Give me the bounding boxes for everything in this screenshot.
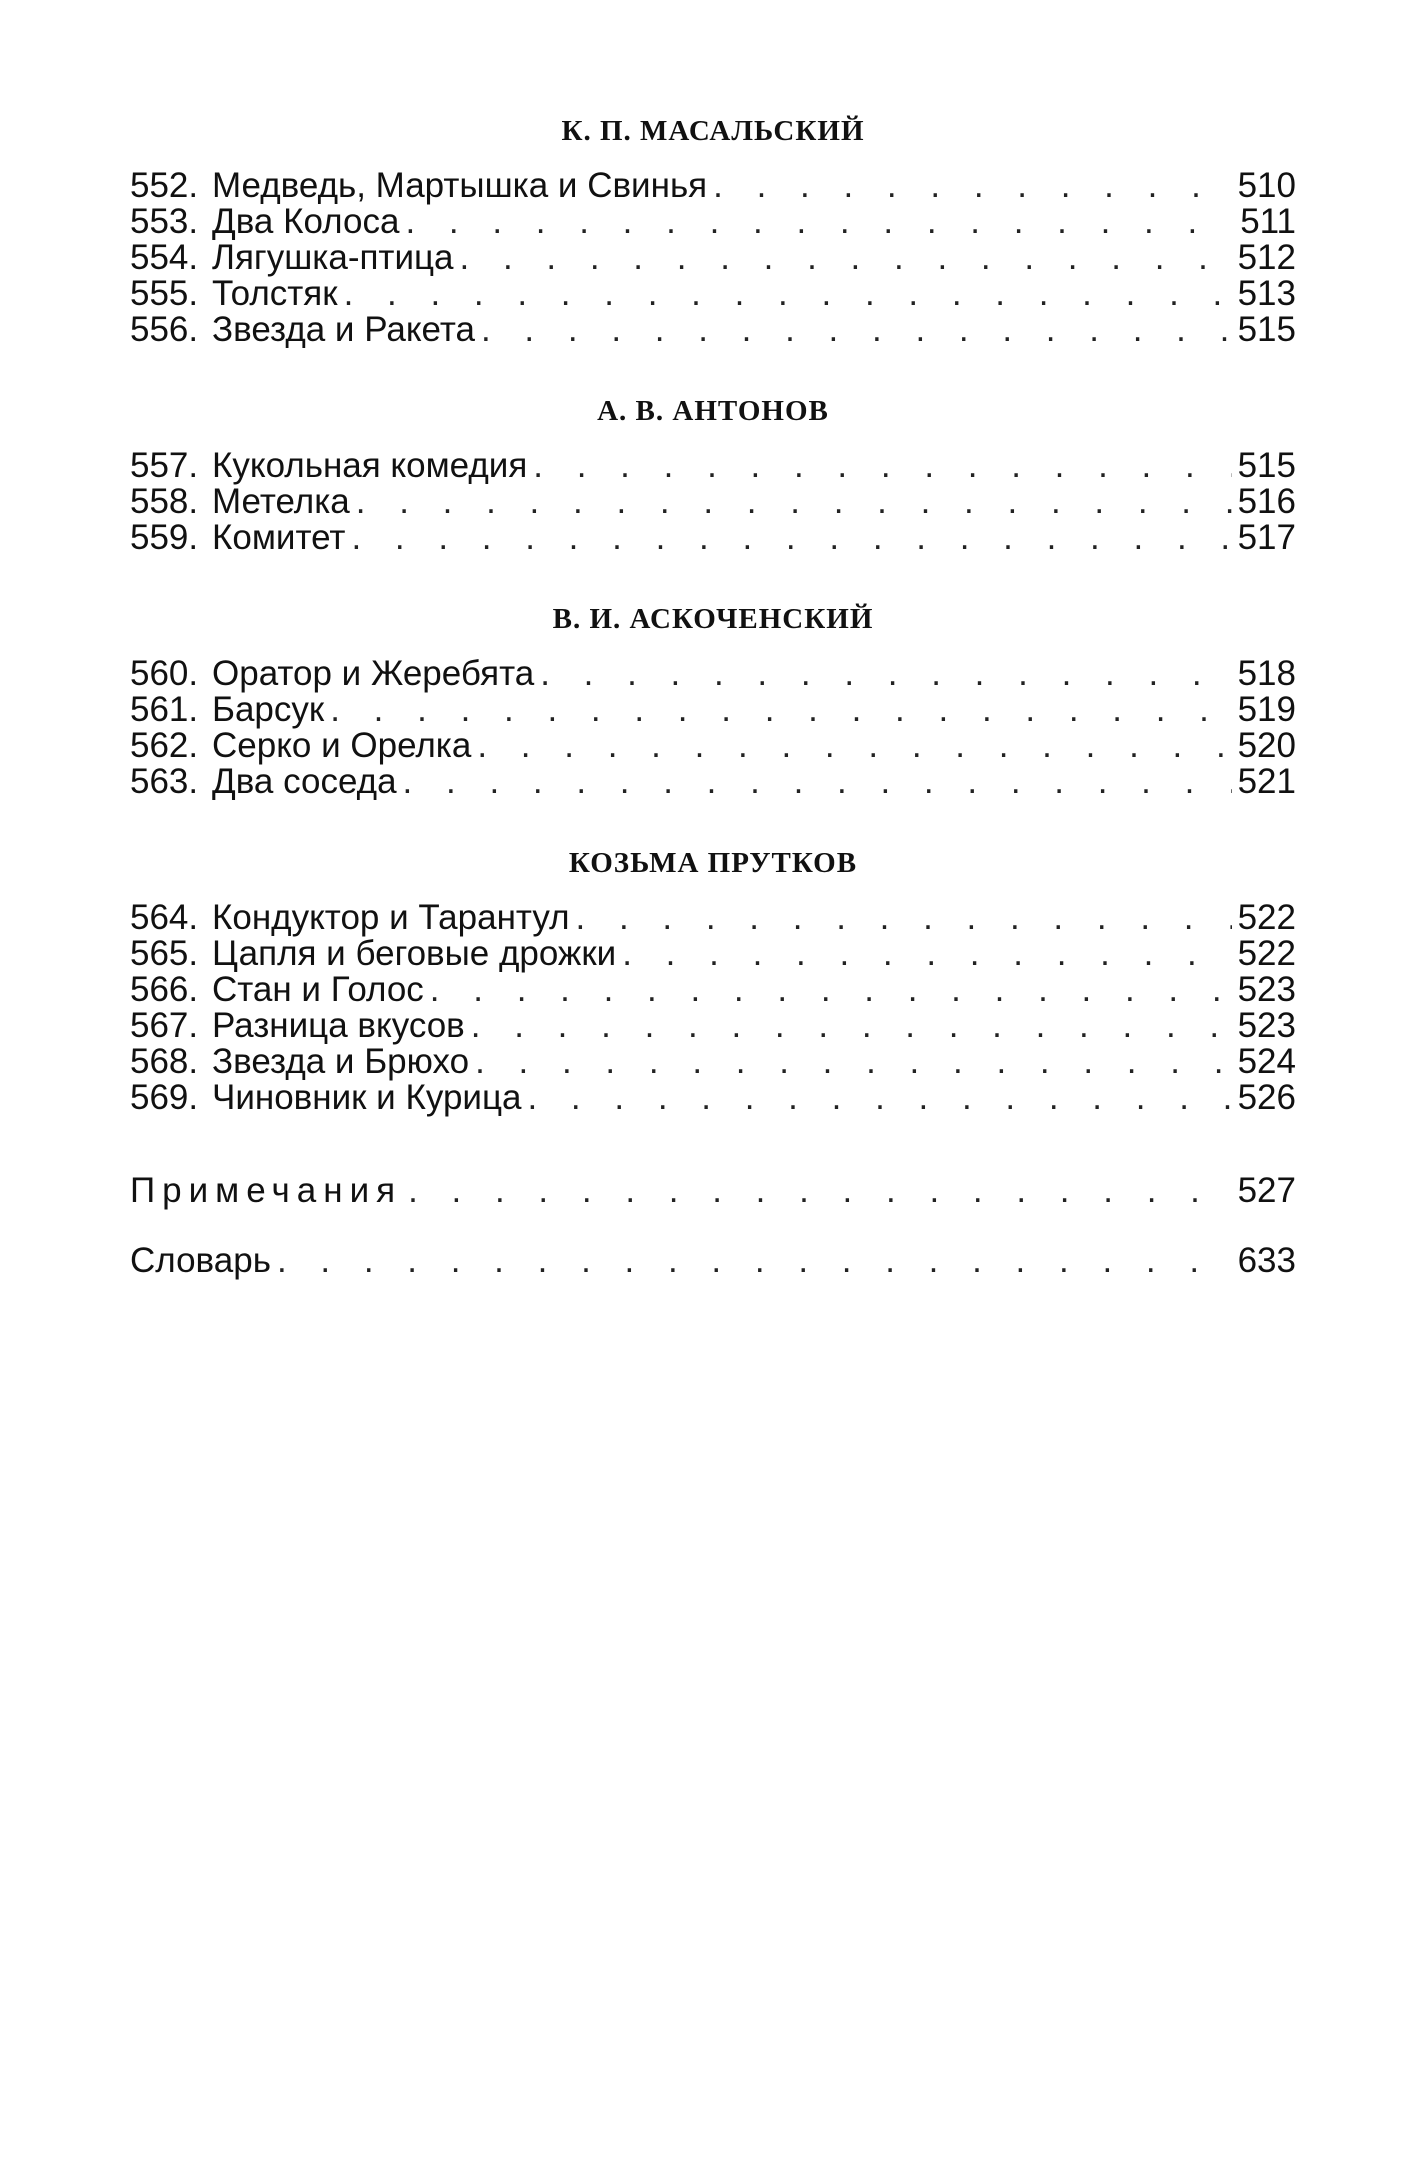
toc-entry-notes[interactable]	[130, 1156, 1296, 1226]
entry-page: 522	[1237, 898, 1296, 937]
entry-page: 523	[1237, 970, 1296, 1009]
entry-number: 568.	[130, 1042, 199, 1081]
entry-title: Кондуктор и Тарантул	[212, 898, 570, 937]
entry-title: Разница вкусов	[212, 1006, 465, 1045]
entry-title: Примечания	[130, 1171, 403, 1210]
entry-number: 558.	[130, 482, 199, 521]
entry-page: 512	[1237, 238, 1296, 277]
entry-number: 562.	[130, 726, 199, 765]
back-matter-list	[130, 1156, 1296, 1296]
entry-page: 633	[1237, 1241, 1296, 1280]
entry-title: Словарь	[130, 1241, 271, 1280]
toc-entry[interactable]	[130, 520, 1296, 556]
entry-title: Медведь, Мартышка и Свинья	[212, 166, 708, 205]
entry-number: 563.	[130, 762, 199, 801]
toc-entry[interactable]	[130, 764, 1296, 800]
section-author-heading: А. В. АНТОНОВ	[597, 395, 829, 427]
dot-leader	[344, 276, 1232, 312]
dot-leader	[477, 728, 1231, 764]
entry-number: 560.	[130, 654, 199, 693]
table-of-contents	[130, 108, 1296, 1296]
dot-leader	[405, 204, 1234, 240]
entry-page: 515	[1237, 310, 1296, 349]
toc-entry[interactable]	[130, 484, 1296, 520]
dot-leader	[533, 448, 1231, 484]
entry-page: 513	[1237, 274, 1296, 313]
entry-list	[130, 168, 1296, 348]
toc-section	[130, 388, 1296, 556]
entry-page: 515	[1237, 446, 1296, 485]
entry-page: 520	[1237, 726, 1296, 765]
dot-leader	[527, 1080, 1231, 1116]
toc-section	[130, 840, 1296, 1116]
entry-number: 554.	[130, 238, 199, 277]
entry-title: Звезда и Брюхо	[212, 1042, 470, 1081]
dot-leader	[356, 484, 1232, 520]
entry-number: 555.	[130, 274, 199, 313]
dot-leader	[430, 972, 1232, 1008]
entry-number: 552.	[130, 166, 199, 205]
toc-entry[interactable]	[130, 728, 1296, 764]
toc-entry[interactable]	[130, 168, 1296, 204]
entry-title: Два соседа	[212, 762, 397, 801]
entry-number: 566.	[130, 970, 199, 1009]
entry-page: 524	[1237, 1042, 1296, 1081]
toc-section	[130, 596, 1296, 800]
entry-title: Кукольная комедия	[212, 446, 528, 485]
entry-list	[130, 656, 1296, 800]
entry-page: 527	[1237, 1171, 1296, 1210]
dot-leader	[471, 1008, 1232, 1044]
entry-page: 516	[1237, 482, 1296, 521]
entry-page: 519	[1237, 690, 1296, 729]
entry-title: Два Колоса	[212, 202, 400, 241]
entry-page: 526	[1237, 1078, 1296, 1117]
entry-number: 559.	[130, 518, 199, 557]
toc-section	[130, 108, 1296, 348]
dot-leader	[408, 1156, 1232, 1226]
entry-page: 521	[1237, 762, 1296, 801]
entry-title: Метелка	[212, 482, 350, 521]
toc-entry[interactable]	[130, 936, 1296, 972]
dot-leader	[277, 1226, 1232, 1296]
entry-title: Стан и Голос	[212, 970, 424, 1009]
entry-number: 565.	[130, 934, 199, 973]
entry-number: 556.	[130, 310, 199, 349]
toc-entry[interactable]	[130, 448, 1296, 484]
entry-title: Цапля и беговые дрожки	[212, 934, 617, 973]
entry-title: Толстяк	[212, 274, 338, 313]
entry-title: Звезда и Ракета	[212, 310, 475, 349]
toc-entry[interactable]	[130, 276, 1296, 312]
entry-list	[130, 900, 1296, 1116]
entry-page: 510	[1237, 166, 1296, 205]
entry-page: 517	[1237, 518, 1296, 557]
entry-number: 557.	[130, 446, 199, 485]
dot-leader	[540, 656, 1231, 692]
toc-entry[interactable]	[130, 1080, 1296, 1116]
toc-entry[interactable]	[130, 900, 1296, 936]
toc-entry[interactable]	[130, 312, 1296, 348]
entry-page: 511	[1240, 202, 1296, 241]
toc-entry[interactable]	[130, 972, 1296, 1008]
dot-leader	[576, 900, 1232, 936]
entry-number: 569.	[130, 1078, 199, 1117]
dot-leader	[351, 520, 1231, 556]
dot-leader	[713, 168, 1231, 204]
toc-entry[interactable]	[130, 656, 1296, 692]
dot-leader	[460, 240, 1232, 276]
entry-title: Комитет	[212, 518, 346, 557]
dot-leader	[403, 764, 1232, 800]
entry-page: 523	[1237, 1006, 1296, 1045]
toc-entry-dictionary[interactable]	[130, 1226, 1296, 1296]
entry-title: Барсук	[212, 690, 325, 729]
entry-title: Лягушка-птица	[212, 238, 454, 277]
entry-number: 567.	[130, 1006, 199, 1045]
entry-number: 553.	[130, 202, 199, 241]
toc-entry[interactable]	[130, 692, 1296, 728]
dot-leader	[622, 936, 1231, 972]
section-author-heading: В. И. АСКОЧЕНСКИЙ	[552, 603, 874, 635]
dot-leader	[475, 1044, 1232, 1080]
entry-title: Серко и Орелка	[212, 726, 472, 765]
toc-entry[interactable]	[130, 240, 1296, 276]
dot-leader	[481, 312, 1232, 348]
toc-entry[interactable]	[130, 1044, 1296, 1080]
entry-title: Чиновник и Курица	[212, 1078, 522, 1117]
toc-entry[interactable]	[130, 1008, 1296, 1044]
entry-number: 561.	[130, 690, 199, 729]
entry-list	[130, 448, 1296, 556]
entry-page: 522	[1237, 934, 1296, 973]
section-author-heading: К. П. МАСАЛЬСКИЙ	[561, 115, 865, 147]
entry-page: 518	[1237, 654, 1296, 693]
dot-leader	[330, 692, 1231, 728]
section-author-heading: КОЗЬМА ПРУТКОВ	[568, 847, 858, 879]
entry-title: Оратор и Жеребята	[212, 654, 535, 693]
toc-entry[interactable]	[130, 204, 1296, 240]
entry-number: 564.	[130, 898, 199, 937]
